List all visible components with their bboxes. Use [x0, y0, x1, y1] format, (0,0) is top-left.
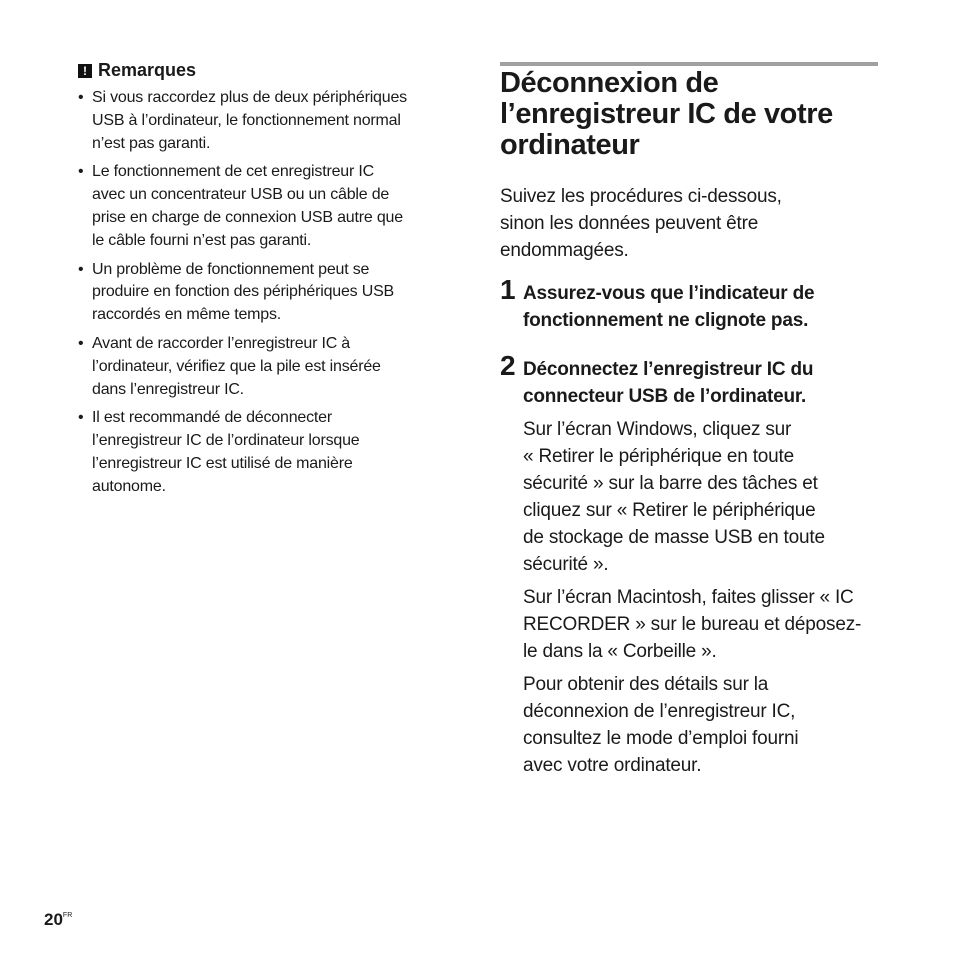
notes-section — [78, 60, 460, 505]
step-number: 1 — [500, 274, 516, 305]
step-text: Assurez-vous que l’indicateur de fonctionnement ne clignote pas. — [523, 283, 815, 331]
step-1 — [500, 274, 880, 334]
section-title: Déconnexion de l’enregistreur IC de votre ordinateur — [500, 67, 833, 161]
step-paragraph: Sur l’écran Macintosh, faites glisser « IC RECORDER » sur le bureau et déposez- le dans la « Corbeille ». — [523, 587, 862, 662]
step-number: 2 — [500, 350, 516, 381]
main-section — [500, 66, 880, 779]
list-item — [78, 87, 460, 155]
notes-heading-label: Remarques — [98, 60, 197, 80]
list-item — [78, 333, 460, 401]
list-item — [78, 161, 460, 252]
step-paragraph: Pour obtenir des détails sur la déconnexion de l’enregistreur IC, consultez le mode d’emploi fourni avec votre ordinateur. — [523, 674, 799, 776]
list-item — [78, 259, 460, 327]
page-number-value: 20 — [44, 910, 63, 929]
section-intro: Suivez les procédures ci-dessous, sinon les données peuvent être endommagées. — [500, 186, 782, 261]
note-text: • Un problème de fonctionnement peut se produire en fonction des périphériques USB raccordés en même temps. — [92, 260, 395, 324]
page-lang: FR — [62, 912, 73, 919]
note-text: • Il est recommandé de déconnecter l’enregistreur IC de l’ordinateur lorsque l’enregistreur IC est utilisé de manière autonome. — [92, 409, 360, 495]
notes-heading — [78, 60, 460, 81]
note-text: • Si vous raccordez plus de deux périphériques USB à l’ordinateur, le fonctionnement normal n’est pas garanti. — [92, 89, 407, 152]
step-2 — [500, 350, 880, 779]
step-paragraph: Sur l’écran Windows, cliquez sur « Retirer le périphérique en toute sécurité » sur la barre des tâches et cliquez sur « Retirer le périphérique de stockage de masse USB en toute sécurité ». — [523, 419, 825, 575]
note-text: • Avant de raccorder l’enregistreur IC à l’ordinateur, vérifiez que la pile est insérée dans l’enregistreur IC. — [92, 334, 381, 398]
notes-list — [78, 87, 460, 499]
note-icon: ! — [78, 64, 92, 78]
step-text: Déconnectez l’enregistreur IC du connecteur USB de l’ordinateur. — [523, 359, 814, 407]
note-text: • Le fonctionnement de cet enregistreur IC avec un concentrateur USB ou un câble de prise en charge de connexion USB autre que le câble fourni n’est pas garanti. — [92, 163, 403, 249]
page-number — [44, 910, 72, 930]
list-item — [78, 407, 460, 498]
